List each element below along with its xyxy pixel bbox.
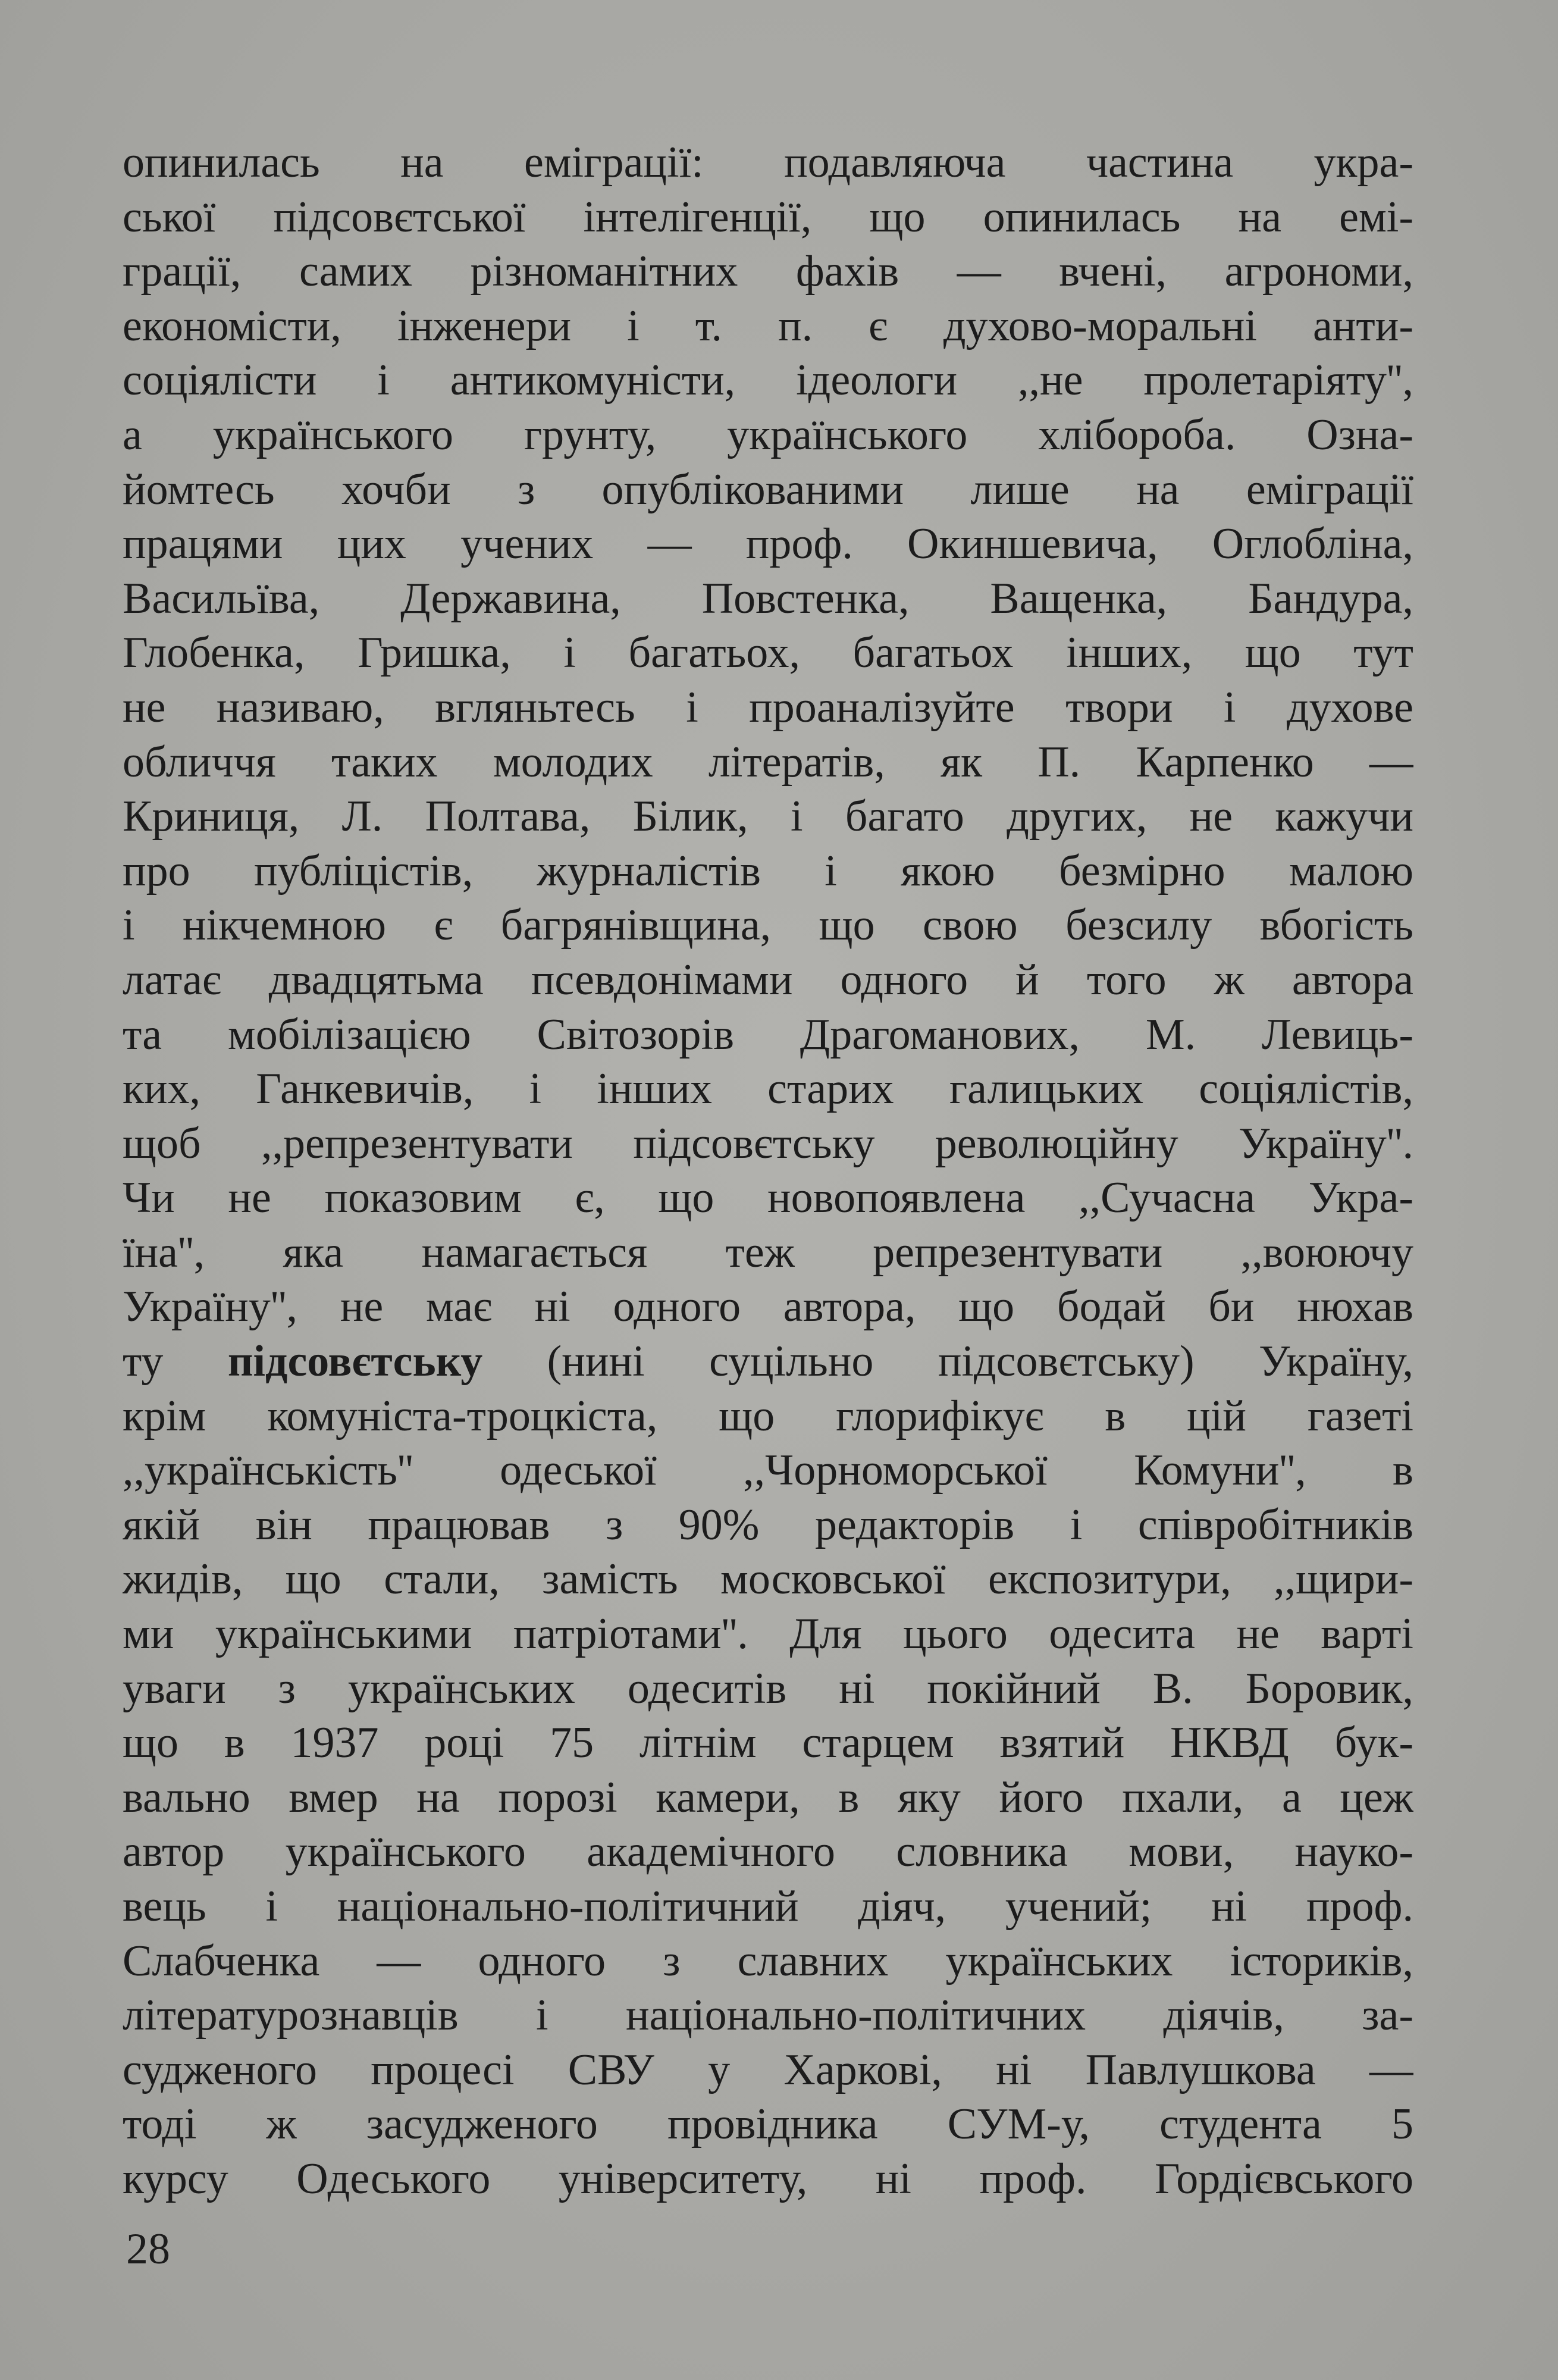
text-line: працями цих учених — проф. Окиншевича, Оглобліна, bbox=[123, 519, 1413, 569]
text-line: щоб ,,репрезентувати підсовєтську революційну Україну''. bbox=[123, 1119, 1413, 1168]
text-line: грації, самих різноманітних фахів — вчені, агрономи, bbox=[123, 247, 1413, 296]
text-line: Чи не показовим є, що новопоявлена ,,Сучасна Укра- bbox=[123, 1173, 1413, 1223]
text-line: економісти, інженери і т. п. є духово-моральні анти- bbox=[123, 301, 1413, 350]
text-line: Глобенка, Гришка, і багатьох, багатьох інших, що тут bbox=[123, 628, 1413, 678]
text-line: не називаю, вгляньтесь і проаналізуйте твори і духове bbox=[123, 682, 1413, 732]
text-line: латає двадцятьма псевдонімами одного й того ж автора bbox=[123, 955, 1413, 1004]
text-line: а українського грунту, українського хлібороба. Озна- bbox=[123, 410, 1413, 459]
page-number: 28 bbox=[126, 2225, 170, 2273]
text-line: ,,українськість'' одеської ,,Чорноморської Комуни'', в bbox=[123, 1446, 1413, 1495]
bold-emphasis: підсовєтську bbox=[227, 1337, 483, 1386]
text-segment: ту bbox=[123, 1337, 228, 1386]
text-line: тоді ж засудженого провідника СУМ-у, студента 5 bbox=[123, 2100, 1413, 2149]
text-line: Криниця, Л. Полтава, Білик, і багато других, не кажучи bbox=[123, 792, 1413, 841]
text-line: і нікчемною є багрянівщина, що свою безсилу вбогість bbox=[123, 901, 1413, 950]
text-line-with-bold bbox=[123, 1335, 1413, 1389]
text-line: та мобілізацією Світозорів Драгоманових, М. Левиць- bbox=[123, 1010, 1413, 1059]
text-line: уваги з українських одеситів ні покійний В. Боровик, bbox=[123, 1664, 1413, 1713]
text-line: ської підсовєтської інтелігенції, що опинилась на емі- bbox=[123, 192, 1413, 242]
page-body-text bbox=[123, 136, 1413, 2207]
text-line: обличчя таких молодих літератів, як П. Карпенко — bbox=[123, 737, 1413, 787]
text-line: соціялісти і антикомуністи, ідеологи ,,не пролетаріяту'', bbox=[123, 356, 1413, 405]
text-line: опинилась на еміграції: подавляюча частина укра- bbox=[123, 138, 1413, 187]
text-line: про публіцістів, журналістів і якою безмірно малою bbox=[123, 846, 1413, 895]
text-line: літературознавців і національно-політичних діячів, за- bbox=[123, 1991, 1413, 2040]
text-line: що в 1937 році 75 літнім старцем взятий НКВД бук- bbox=[123, 1718, 1413, 1768]
text-line: судженого процесі СВУ у Харкові, ні Павлушкова — bbox=[123, 2045, 1413, 2094]
text-line: вець і національно-політичний діяч, учений; ні проф. bbox=[123, 1882, 1413, 1931]
text-line: ких, Ганкевичів, і інших старих галицьких соціялістів, bbox=[123, 1064, 1413, 1114]
text-line: крім комуніста-троцкіста, що глорифікує в цій газеті bbox=[123, 1391, 1413, 1440]
text-line: вально вмер на порозі камери, в яку його пхали, а цеж bbox=[123, 1773, 1413, 1822]
text-line: автор українського академічного словника мови, науко- bbox=[123, 1827, 1413, 1877]
text-line: ми українськими патріотами''. Для цього одесита не варті bbox=[123, 1609, 1413, 1659]
text-line: йомтесь хочби з опублікованими лише на еміграції bbox=[123, 465, 1413, 514]
text-line: Слабченка — одного з славних українських істориків, bbox=[123, 1936, 1413, 1986]
text-line: їна'', яка намагається теж репрезентувати ,,воюючу bbox=[123, 1227, 1413, 1277]
text-line: Васильїва, Державина, Повстенка, Ващенка, Бандура, bbox=[123, 574, 1413, 623]
text-line: жидів, що стали, замість московської експозитури, ,,щири- bbox=[123, 1555, 1413, 1604]
text-segment: (нині суцільно підсовєтську) Україну, bbox=[482, 1337, 1413, 1386]
text-line: якій він працював з 90% редакторів і співробітників bbox=[123, 1500, 1413, 1549]
text-line: курсу Одеського університету, ні проф. Гордієвського bbox=[123, 2154, 1413, 2203]
text-line: Україну'', не має ні одного автора, що бодай би нюхав bbox=[123, 1282, 1413, 1332]
